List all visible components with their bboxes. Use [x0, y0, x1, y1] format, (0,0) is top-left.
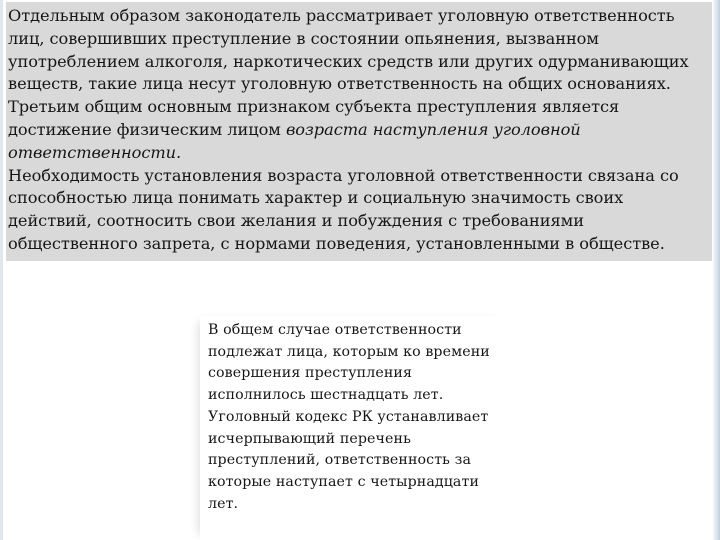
paragraph-third-feature [8, 96, 710, 164]
paragraph-third-feature-lead: Третьим общим основным признаком субъекта преступления является достижение физическим лицом [8, 97, 620, 139]
slide-right-edge [712, 0, 720, 540]
paragraph-age-rationale: Необходимость установления возраста уголовной ответственности связана со способностью лица понимать характер и социальную значимость своих действий, соотносить свои желания и побуждения с требованиями общественного запрета, с нормами поведения, установленными в обществе. [8, 165, 679, 253]
slide-left-edge [0, 0, 3, 540]
main-text-block [6, 2, 712, 261]
callout-text: В общем случае ответственности подлежат лица, которым ко времени совершения преступления исполнилось шестнадцать лет. Уголовный кодекс РК устанавливает исчерпывающий перечень преступлений, ответственность за которые наступает с четырнадцати лет. [208, 322, 490, 512]
age-of-responsibility-emphasis: возраста наступления уголовной ответственности. [8, 119, 581, 162]
paragraph-intoxication: Отдельным образом законодатель рассматривает уголовную ответственность лиц, совершивших преступление в состоянии опьянения, вызванном употреблением алкоголя, наркотических средств или других одурманивающих веществ, такие лица несут уголовную ответственность на общих основаниях. [8, 6, 689, 94]
callout-box [200, 316, 508, 540]
